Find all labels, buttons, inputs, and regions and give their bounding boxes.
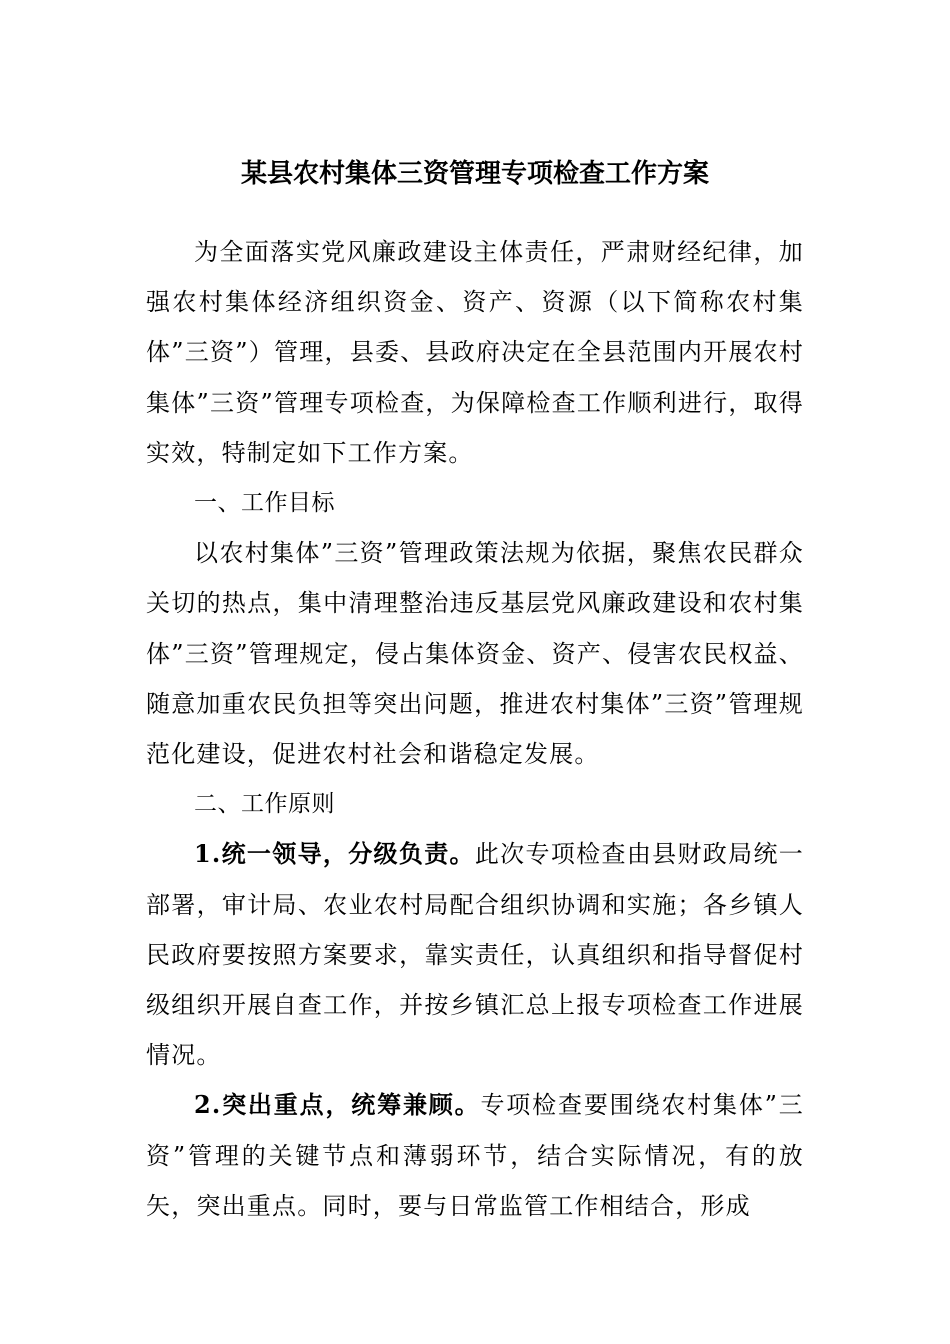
principle-item (146, 1080, 804, 1231)
principle-item-lead: 2.突出重点，统筹兼顾。 (194, 1090, 481, 1120)
principle-item-text: 此次专项检查由县财政局统一部署，审计局、农业农村局配合组织协调和实施；各乡镇人民政府要按照方案要求，靠实责任，认真组织和指导督促村级组织开展自查工作，并按乡镇汇总上报专项检查工作进展情况。 (146, 840, 804, 1070)
goals-paragraph: 以农村集体”三资”管理政策法规为依据，聚焦农民群众关切的热点，集中清理整治违反基层党风廉政建设和农村集体”三资”管理规定，侵占集体资金、资产、侵害农民权益、随意加重农民负担等突出问题，推进农村集体”三资”管理规范化建设，促进农村社会和谐稳定发展。 (146, 539, 804, 769)
section-heading-principles: 二、工作原则 (194, 791, 335, 818)
intro-paragraph: 为全面落实党风廉政建设主体责任，严肃财经纪律，加强农村集体经济组织资金、资产、资源（以下简称农村集体”三资”）管理，县委、县政府决定在全县范围内开展农村集体”三资”管理专项检查，为保障检查工作顺利进行，取得实效，特制定如下工作方案。 (146, 238, 804, 467)
document-body (146, 227, 804, 1231)
principle-item-lead: 1.统一领导，分级负责。 (194, 839, 475, 869)
section-heading-goals: 一、工作目标 (194, 490, 335, 517)
principle-item-text: 专项检查要围绕农村集体”三资”管理的关键节点和薄弱环节，结合实际情况，有的放矢，突出重点。同时，要与日常监管工作相结合，形成 (146, 1091, 804, 1220)
document-title: 某县农村集体三资管理专项检查工作方案 (240, 159, 709, 189)
principle-item (146, 829, 804, 1080)
